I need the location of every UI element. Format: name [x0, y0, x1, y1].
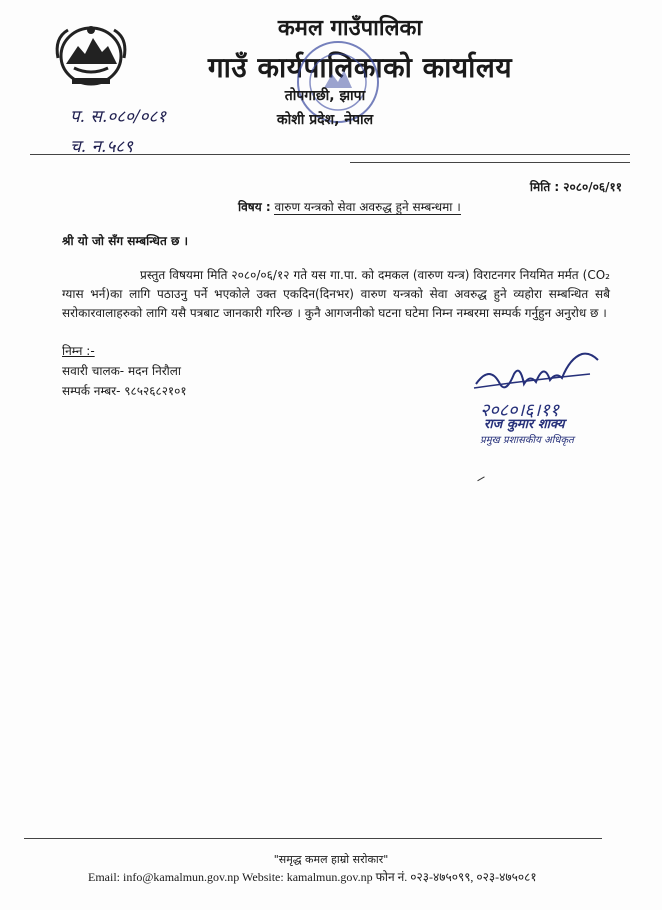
handwritten-signature-icon [470, 344, 610, 424]
letter-number: प. स.०८०/०८१ [70, 107, 167, 127]
subject-line [238, 198, 461, 215]
dispatch-number: च. न.५८९ [70, 137, 133, 157]
address-line-1: तोपगाछी, झापा [284, 88, 366, 104]
svg-text:२०८०।६।११: २०८०।६।११ [480, 400, 560, 421]
address-line-2: कोशी प्रदेश, नेपाल [276, 112, 374, 128]
header-divider-2 [350, 162, 630, 163]
subject-text: वारुण यन्त्रको सेवा अवरुद्ध हुने सम्बन्धमा । [274, 200, 461, 214]
contact-number: सम्पर्क नम्बर- ९८५२६८२१०१ [62, 384, 187, 398]
salutation: श्री यो जो सँग सम्बन्धित छ । [62, 234, 189, 248]
letter-body: प्रस्तुत विषयमा मिति २०८०/०६/१२ गते यस गा.पा. को दमकल (वारुण यन्त्र) विराटनगर नियमित मर्मत (CO₂ ग्यास भर्न)का लागि पठाउनु पर्ने भएकोले उक्त एकदिन(दिनभर) वारुण यन्त्रको सेवा अवरुद्ध हुने व्यहोरा सम्बन्धित सबै सरोकारवालाहरुको लागि यसै पत्रबाट जानकारी गरिन्छ । कुनै आगजनीको घटना घटेमा निम्न नम्बरमा सम्पर्क गर्नुहुन अनुरोध छ । [62, 268, 610, 320]
letter-date: मिति : २०८०/०६/११ [529, 180, 622, 194]
footer-contact: Email: info@kamalmun.gov.np Website: kamalmun.gov.np फोन नं. ०२३-४७५०९९, ०२३-४७५०८१ [88, 870, 537, 884]
header-divider [30, 154, 630, 155]
nepal-emblem-icon [52, 18, 130, 90]
driver-name: सवारी चालक- मदन निरौला [62, 364, 181, 378]
municipality-name: कमल गाउँपालिका [277, 16, 423, 41]
signatory-name: राज कुमार शाक्य [484, 417, 565, 432]
office-name: गाउँ कार्यपालिकाको कार्यालय [207, 51, 513, 84]
signatory-title: प्रमुख प्रशासकीय अधिकृत [480, 435, 574, 446]
footer-slogan: "समृद्ध कमल हाम्रो सरोकार" [273, 853, 389, 866]
footer-divider [24, 838, 602, 839]
stray-mark [477, 476, 486, 484]
subject-label: विषय : [238, 200, 271, 214]
cc-heading: निम्न :- [62, 344, 95, 358]
